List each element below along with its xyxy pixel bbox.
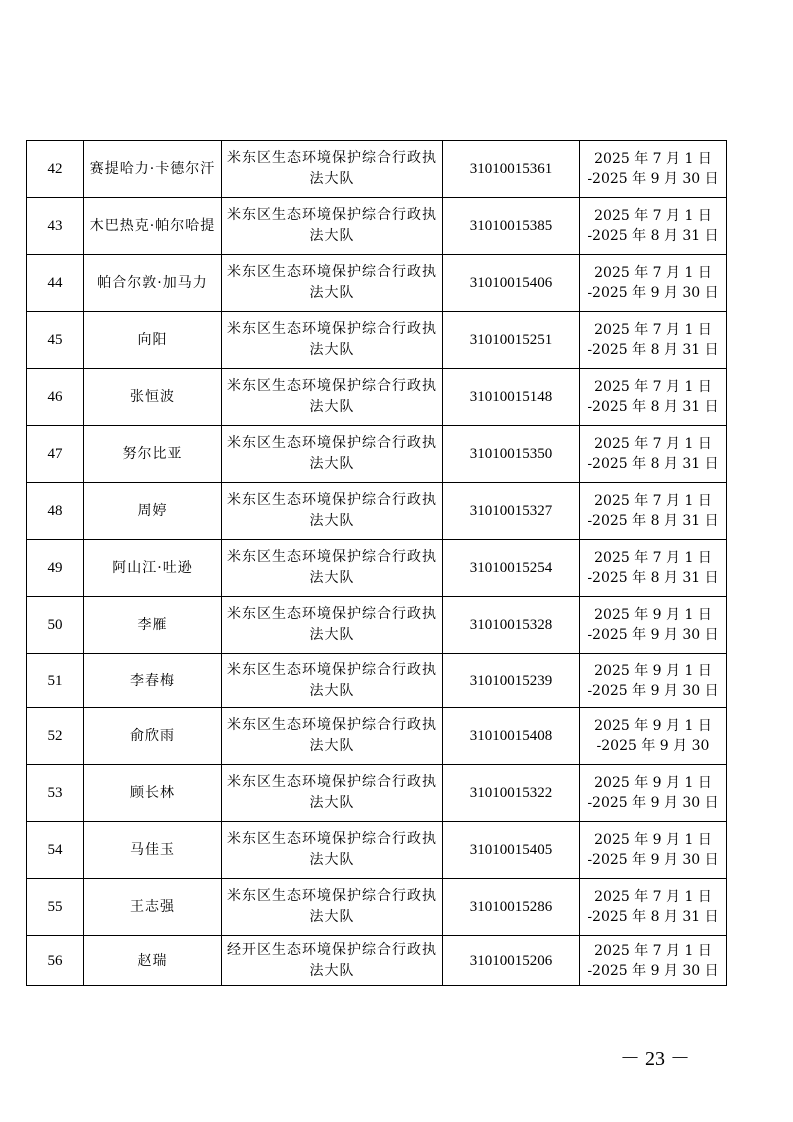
certificate-number: 31010015327	[443, 483, 580, 540]
validity-period	[580, 654, 727, 708]
period-end: -2025 年 8 月 31 日	[587, 456, 719, 472]
table-row	[27, 483, 727, 540]
work-unit: 米东区生态环境保护综合行政执法大队	[222, 708, 443, 765]
period-start: 2025 年 7 月 1 日	[594, 942, 712, 959]
table-row	[27, 426, 727, 483]
certificate-number: 31010015206	[443, 936, 580, 986]
validity-period	[580, 141, 727, 198]
period-end: -2025 年 9 月 30 日	[587, 285, 719, 301]
validity-period	[580, 483, 727, 540]
table-row	[27, 822, 727, 879]
table-row	[27, 654, 727, 708]
period-end: -2025 年 9 月 30	[596, 738, 710, 754]
validity-period	[580, 255, 727, 312]
work-unit: 米东区生态环境保护综合行政执法大队	[222, 540, 443, 597]
period-end: -2025 年 8 月 31 日	[587, 342, 719, 358]
row-index: 50	[27, 597, 84, 654]
period-start: 2025 年 9 月 1 日	[594, 718, 712, 734]
row-index: 55	[27, 879, 84, 936]
row-index: 43	[27, 198, 84, 255]
period-end: -2025 年 9 月 30 日	[587, 171, 719, 187]
work-unit: 经开区生态环境保护综合行政执法大队	[222, 936, 443, 986]
person-name: 周婷	[84, 483, 222, 540]
person-name: 王志强	[84, 879, 222, 936]
table-row	[27, 198, 727, 255]
validity-period	[580, 198, 727, 255]
table-row	[27, 597, 727, 654]
period-end: -2025 年 8 月 31 日	[587, 909, 719, 925]
period-end: -2025 年 8 月 31 日	[587, 399, 719, 415]
work-unit: 米东区生态环境保护综合行政执法大队	[222, 198, 443, 255]
certificate-number: 31010015406	[443, 255, 580, 312]
row-index: 53	[27, 765, 84, 822]
person-name: 努尔比亚	[84, 426, 222, 483]
table-row	[27, 708, 727, 765]
certificate-number: 31010015385	[443, 198, 580, 255]
table-row	[27, 765, 727, 822]
period-end: -2025 年 9 月 30 日	[587, 852, 719, 868]
period-start: 2025 年 7 月 1 日	[594, 889, 712, 905]
table-body	[27, 141, 727, 986]
person-name: 阿山江·吐逊	[84, 540, 222, 597]
period-start: 2025 年 7 月 1 日	[594, 493, 712, 509]
validity-period	[580, 426, 727, 483]
period-start: 2025 年 9 月 1 日	[594, 775, 712, 791]
period-start: 2025 年 7 月 1 日	[594, 379, 712, 395]
work-unit: 米东区生态环境保护综合行政执法大队	[222, 765, 443, 822]
person-name: 帕合尔敦·加马力	[84, 255, 222, 312]
period-end: -2025 年 8 月 31 日	[587, 513, 719, 529]
work-unit: 米东区生态环境保护综合行政执法大队	[222, 141, 443, 198]
work-unit: 米东区生态环境保护综合行政执法大队	[222, 654, 443, 708]
person-name: 张恒波	[84, 369, 222, 426]
row-index: 49	[27, 540, 84, 597]
period-end: -2025 年 8 月 31 日	[587, 570, 719, 586]
certificate-number: 31010015251	[443, 312, 580, 369]
work-unit: 米东区生态环境保护综合行政执法大队	[222, 369, 443, 426]
certificate-number: 31010015328	[443, 597, 580, 654]
work-unit: 米东区生态环境保护综合行政执法大队	[222, 426, 443, 483]
validity-period	[580, 369, 727, 426]
validity-period	[580, 765, 727, 822]
period-end: -2025 年 9 月 30 日	[587, 682, 719, 699]
table-row	[27, 312, 727, 369]
period-end: -2025 年 9 月 30 日	[587, 627, 719, 643]
person-name: 赛提哈力·卡德尔汗	[84, 141, 222, 198]
row-index: 52	[27, 708, 84, 765]
period-start: 2025 年 7 月 1 日	[594, 550, 712, 566]
row-index: 42	[27, 141, 84, 198]
period-start: 2025 年 9 月 1 日	[594, 662, 712, 679]
period-start: 2025 年 7 月 1 日	[594, 208, 712, 224]
table-row	[27, 879, 727, 936]
work-unit: 米东区生态环境保护综合行政执法大队	[222, 822, 443, 879]
row-index: 51	[27, 654, 84, 708]
row-index: 46	[27, 369, 84, 426]
period-end: -2025 年 8 月 31 日	[587, 228, 719, 244]
validity-period	[580, 879, 727, 936]
person-name: 俞欣雨	[84, 708, 222, 765]
person-name: 赵瑞	[84, 936, 222, 986]
validity-period	[580, 822, 727, 879]
table-row	[27, 141, 727, 198]
certificate-number: 31010015239	[443, 654, 580, 708]
row-index: 45	[27, 312, 84, 369]
work-unit: 米东区生态环境保护综合行政执法大队	[222, 312, 443, 369]
validity-period	[580, 312, 727, 369]
period-start: 2025 年 7 月 1 日	[594, 265, 712, 281]
page-number: － 23 －	[620, 1048, 690, 1070]
row-index: 54	[27, 822, 84, 879]
validity-period	[580, 708, 727, 765]
period-start: 2025 年 9 月 1 日	[594, 607, 712, 623]
table-row	[27, 369, 727, 426]
certificate-number: 31010015322	[443, 765, 580, 822]
row-index: 44	[27, 255, 84, 312]
work-unit: 米东区生态环境保护综合行政执法大队	[222, 597, 443, 654]
person-name: 李春梅	[84, 654, 222, 708]
person-name: 顾长林	[84, 765, 222, 822]
period-end: -2025 年 9 月 30 日	[587, 962, 719, 979]
certificate-number: 31010015148	[443, 369, 580, 426]
work-unit: 米东区生态环境保护综合行政执法大队	[222, 879, 443, 936]
table-row	[27, 255, 727, 312]
person-name: 马佳玉	[84, 822, 222, 879]
period-end: -2025 年 9 月 30 日	[587, 795, 719, 811]
person-name: 向阳	[84, 312, 222, 369]
validity-period	[580, 540, 727, 597]
person-name: 李雁	[84, 597, 222, 654]
certificate-number: 31010015408	[443, 708, 580, 765]
work-unit: 米东区生态环境保护综合行政执法大队	[222, 255, 443, 312]
period-start: 2025 年 9 月 1 日	[594, 832, 712, 848]
period-start: 2025 年 7 月 1 日	[594, 436, 712, 452]
table-row	[27, 540, 727, 597]
work-unit: 米东区生态环境保护综合行政执法大队	[222, 483, 443, 540]
certificate-number: 31010015350	[443, 426, 580, 483]
row-index: 56	[27, 936, 84, 986]
row-index: 48	[27, 483, 84, 540]
person-name: 木巴热克·帕尔哈提	[84, 198, 222, 255]
period-start: 2025 年 7 月 1 日	[594, 322, 712, 338]
table-row	[27, 936, 727, 986]
certificate-number: 31010015405	[443, 822, 580, 879]
period-start: 2025 年 7 月 1 日	[594, 151, 712, 167]
personnel-table	[26, 140, 727, 986]
validity-period	[580, 597, 727, 654]
validity-period	[580, 936, 727, 986]
certificate-number: 31010015286	[443, 879, 580, 936]
row-index: 47	[27, 426, 84, 483]
certificate-number: 31010015361	[443, 141, 580, 198]
certificate-number: 31010015254	[443, 540, 580, 597]
